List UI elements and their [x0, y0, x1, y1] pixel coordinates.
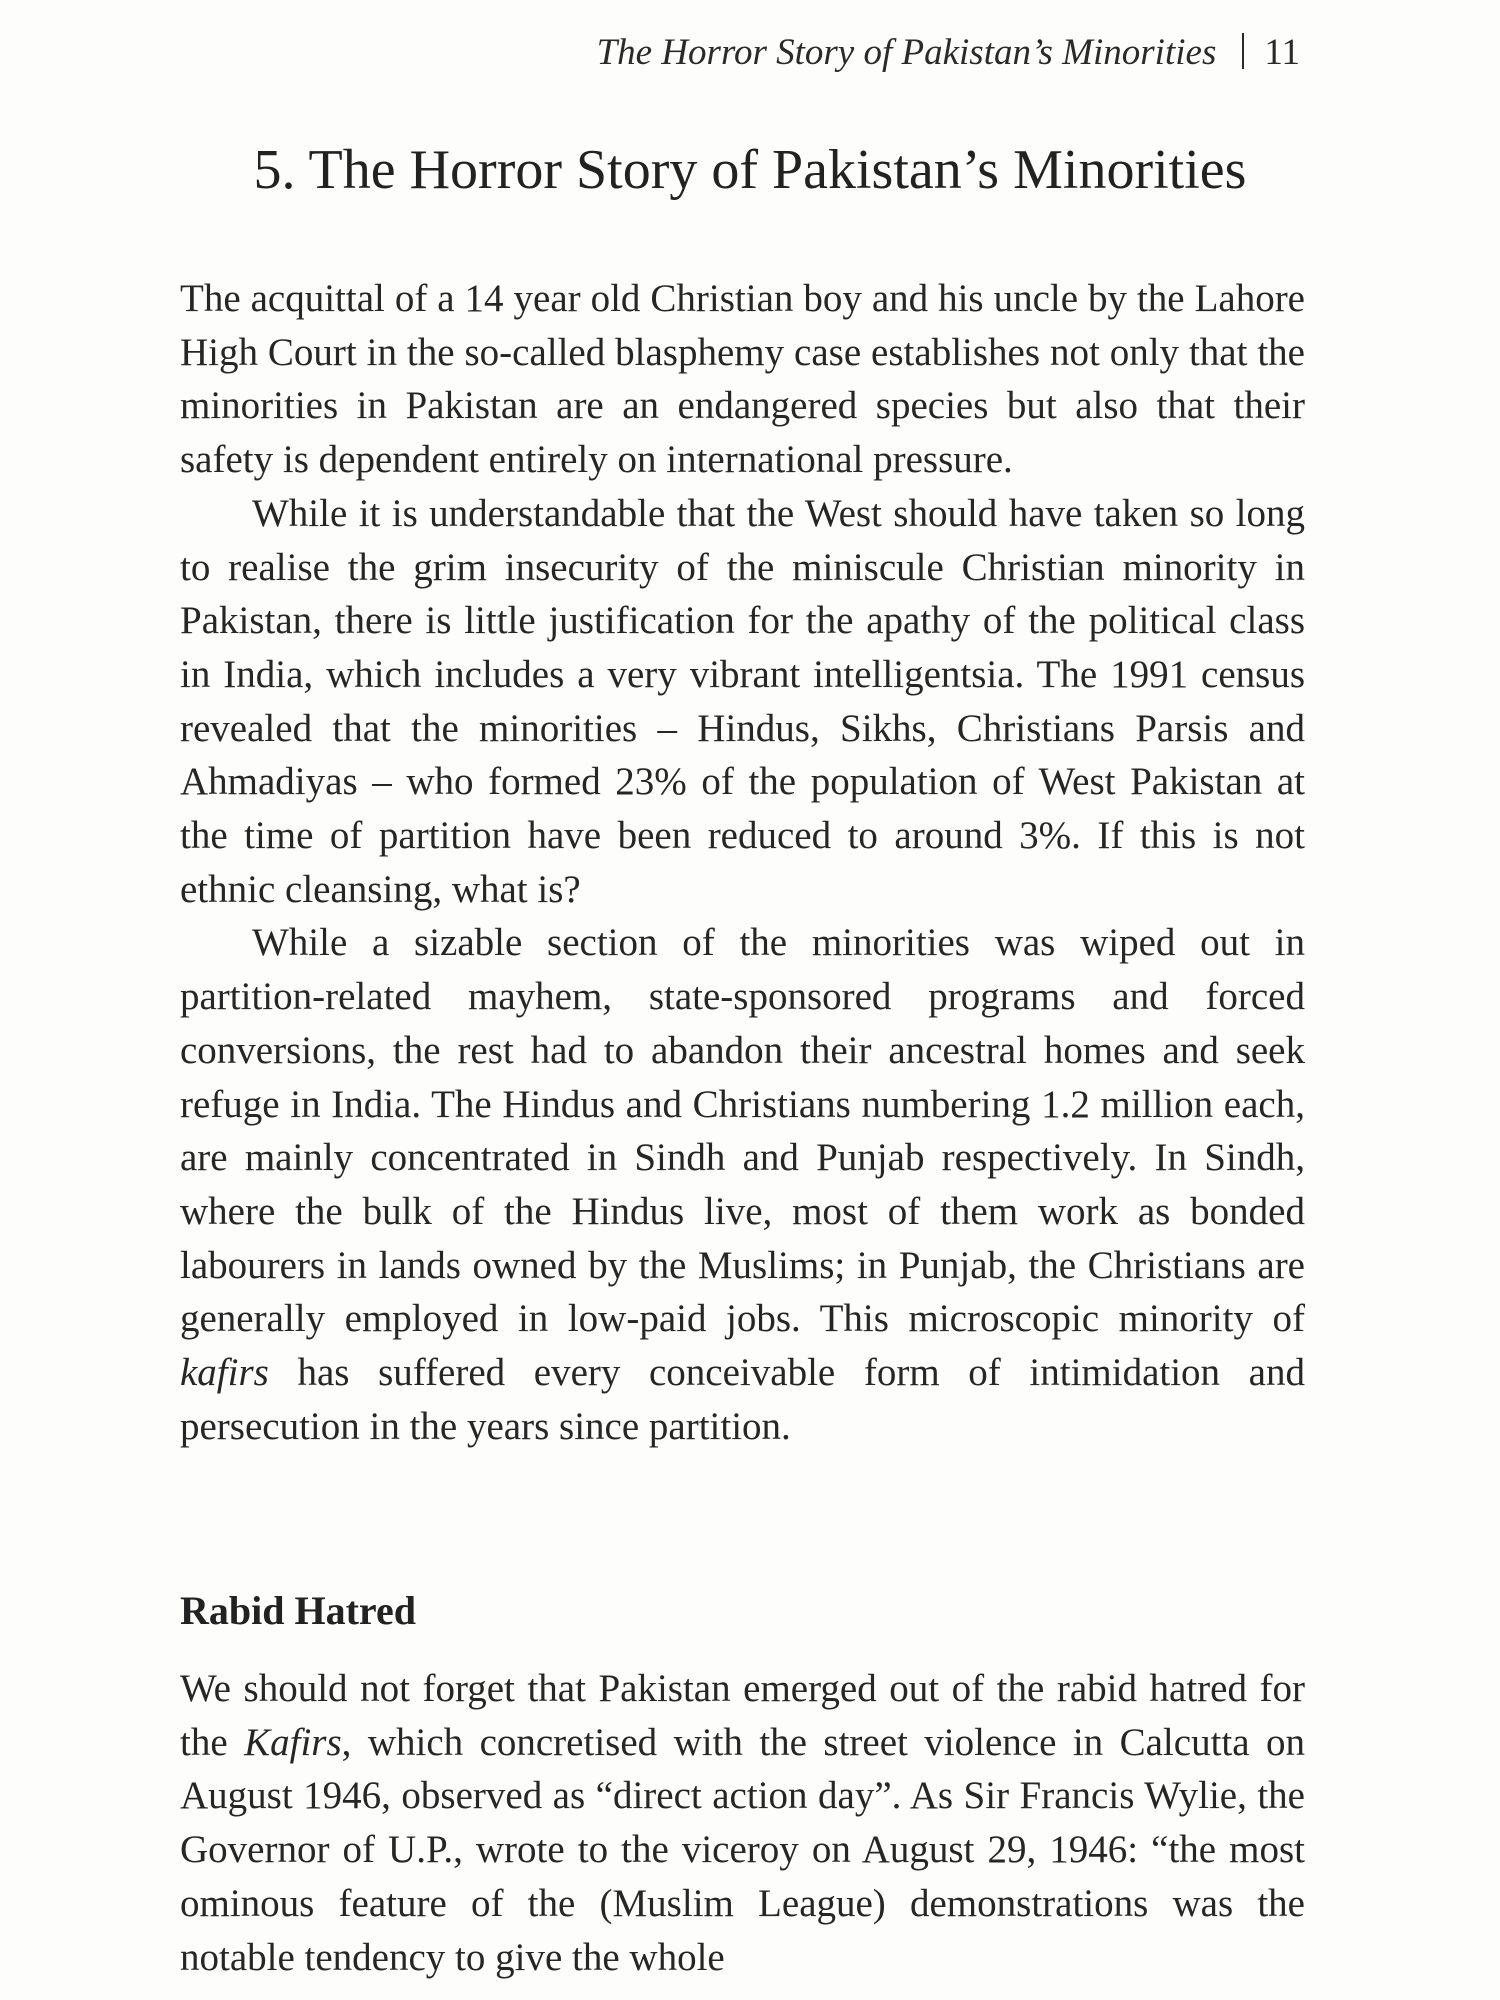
paragraph-2: While it is understandable that the West should have taken so long to realise the grim insecurity of the miniscule Christian minority in Pakistan, there is little justification for the apathy of the political class in India, which includes a very vibrant intelligentsia. The 1991 census revealed that the minorities – Hindus, Sikhs, Christians Parsis and Ahmadiyas – who formed 23% of the population of West Pakistan at the time of partition have been reduced to around 3%. If this is not ethnic cleansing, what is?	[180, 491, 1305, 911]
chapter-body	[180, 272, 1305, 1453]
running-head-separator	[1242, 33, 1244, 69]
running-head	[597, 28, 1300, 78]
running-head-title: The Horror Story of Pakistan’s Minorities	[596, 32, 1217, 73]
section-paragraph-emphasis: Kafirs	[244, 1720, 342, 1764]
paragraph-3-emphasis: kafirs	[180, 1351, 269, 1395]
chapter-title: 5. The Horror Story of Pakistan’s Minorities	[253, 139, 1247, 201]
section-paragraph-text-before: We should not forget that Pakistan emerged out of the rabid hatred for the	[180, 1667, 1305, 1764]
paragraph-3-text-after: has suffered every conceivable form of intimidation and persecution in the years since partition.	[180, 1351, 1305, 1448]
paragraph-3	[180, 916, 1305, 1453]
paragraph-3-text-before: While a sizable section of the minorities was wiped out in partition-related mayhem, state-sponsored programs and forced conversions, the rest had to abandon their ancestral homes and seek refuge in India. The Hindus and Christians numbering 1.2 million each, are mainly concentrated in Sindh and Punjab respectively. In Sindh, where the bulk of the Hindus live, most of them work as bonded labourers in lands owned by the Muslims; in Punjab, the Christians are generally employed in low-paid jobs. This microscopic minority of	[180, 921, 1305, 1341]
section-paragraph	[180, 1662, 1305, 1984]
section-paragraph-text-after: , which concretised with the street violence in Calcutta on August 1946, observed as “direct action day”. As Sir Francis Wylie, the Governor of U.P., wrote to the viceroy on August 29, 1946: “the most ominous feature of the (Muslim League) demonstrations was the notable tendency to give the whole	[180, 1720, 1305, 1979]
section-heading: Rabid Hatred	[180, 1588, 416, 1633]
paragraph-1: The acquittal of a 14 year old Christian boy and his uncle by the Lahore High Court in the so-called blasphemy case establishes not only that the minorities in Pakistan are an endangered species but also that their safety is dependent entirely on international pressure.	[180, 277, 1305, 482]
page-number: 11	[1264, 32, 1300, 73]
section-body	[180, 1662, 1305, 1984]
